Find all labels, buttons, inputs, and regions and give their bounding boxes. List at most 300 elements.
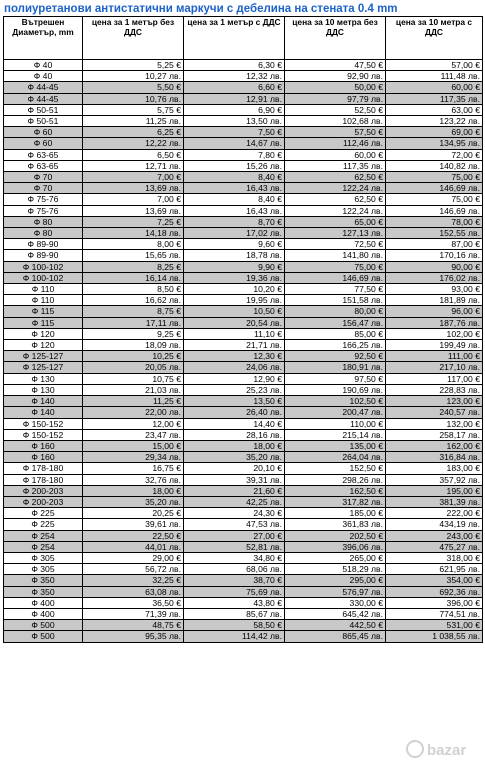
cell-price-10m-vat: 243,00 € [386,530,483,541]
cell-diameter: Ф 44-45 [4,93,83,104]
cell-price-1m-vat: 114,42 лв. [184,631,285,642]
cell-diameter: Ф 120 [4,328,83,339]
cell-price-10m-vat: 357,92 лв. [386,474,483,485]
cell-diameter: Ф 115 [4,317,83,328]
cell-price-1m-vat: 6,90 € [184,104,285,115]
cell-price-1m-vat: 34,80 € [184,552,285,563]
cell-price-10m-no-vat: 185,00 € [285,508,386,519]
cell-price-1m-no-vat: 20,05 лв. [83,362,184,373]
table-row [4,239,483,250]
cell-price-1m-no-vat: 8,50 € [83,284,184,295]
cell-price-1m-vat: 6,30 € [184,60,285,71]
cell-price-1m-vat: 13,50 лв. [184,116,285,127]
cell-price-10m-vat: 316,84 лв. [386,452,483,463]
cell-price-1m-vat: 18,78 лв. [184,250,285,261]
cell-price-10m-no-vat: 442,50 € [285,620,386,631]
cell-diameter: Ф 89-90 [4,239,83,250]
cell-price-1m-no-vat: 21,03 лв. [83,384,184,395]
cell-price-1m-no-vat: 48,75 € [83,620,184,631]
cell-diameter: Ф 75-76 [4,205,83,216]
table-row [4,295,483,306]
cell-price-10m-no-vat: 122,24 лв. [285,183,386,194]
cell-price-10m-vat: 75,00 € [386,194,483,205]
cell-diameter: Ф 40 [4,71,83,82]
cell-price-10m-vat: 123,22 лв. [386,116,483,127]
cell-price-10m-vat: 774,51 лв. [386,608,483,619]
cell-price-1m-no-vat: 12,00 € [83,418,184,429]
cell-price-10m-no-vat: 330,00 € [285,597,386,608]
cell-price-10m-vat: 195,00 € [386,485,483,496]
cell-price-1m-vat: 8,70 € [184,216,285,227]
cell-price-1m-vat: 39,31 лв. [184,474,285,485]
table-row [4,519,483,530]
cell-price-10m-no-vat: 110,00 € [285,418,386,429]
cell-diameter: Ф 305 [4,552,83,563]
cell-price-10m-no-vat: 62,50 € [285,172,386,183]
cell-diameter: Ф 125-127 [4,351,83,362]
cell-price-1m-vat: 35,20 лв. [184,452,285,463]
cell-price-10m-vat: 111,00 € [386,351,483,362]
cell-price-10m-no-vat: 645,42 лв. [285,608,386,619]
cell-diameter: Ф 225 [4,519,83,530]
table-row [4,552,483,563]
cell-price-10m-vat: 75,00 € [386,172,483,183]
cell-price-10m-no-vat: 47,50 € [285,60,386,71]
table-row [4,328,483,339]
cell-price-10m-no-vat: 151,58 лв. [285,295,386,306]
cell-diameter: Ф 44-45 [4,82,83,93]
cell-price-1m-vat: 43,80 € [184,597,285,608]
table-row [4,620,483,631]
cell-diameter: Ф 400 [4,608,83,619]
cell-price-10m-no-vat: 117,35 лв. [285,160,386,171]
cell-price-1m-no-vat: 32,25 € [83,575,184,586]
cell-price-10m-vat: 1 038,55 лв. [386,631,483,642]
cell-price-10m-no-vat: 162,50 € [285,485,386,496]
cell-price-1m-no-vat: 15,65 лв. [83,250,184,261]
cell-price-1m-vat: 12,30 € [184,351,285,362]
cell-price-1m-no-vat: 8,00 € [83,239,184,250]
cell-price-10m-vat: 146,69 лв. [386,205,483,216]
cell-diameter: Ф 140 [4,407,83,418]
table-row [4,429,483,440]
cell-price-10m-vat: 318,00 € [386,552,483,563]
cell-price-1m-no-vat: 8,25 € [83,261,184,272]
cell-price-1m-vat: 52,81 лв. [184,541,285,552]
cell-price-1m-no-vat: 7,00 € [83,172,184,183]
cell-price-1m-no-vat: 14,18 лв. [83,228,184,239]
cell-price-1m-vat: 9,90 € [184,261,285,272]
cell-price-1m-no-vat: 13,69 лв. [83,205,184,216]
cell-price-10m-no-vat: 166,25 лв. [285,340,386,351]
cell-diameter: Ф 200-203 [4,496,83,507]
cell-diameter: Ф 254 [4,541,83,552]
cell-price-1m-vat: 68,06 лв. [184,564,285,575]
cell-price-1m-no-vat: 10,76 лв. [83,93,184,104]
table-row [4,104,483,115]
cell-diameter: Ф 178-180 [4,474,83,485]
cell-price-10m-no-vat: 62,50 € [285,194,386,205]
cell-diameter: Ф 70 [4,183,83,194]
cell-diameter: Ф 150-152 [4,418,83,429]
cell-price-1m-no-vat: 16,62 лв. [83,295,184,306]
cell-price-10m-no-vat: 57,50 € [285,127,386,138]
cell-price-10m-vat: 176,02 лв. [386,272,483,283]
table-row [4,564,483,575]
cell-diameter: Ф 120 [4,340,83,351]
table-row [4,530,483,541]
table-row [4,216,483,227]
cell-price-10m-no-vat: 202,50 € [285,530,386,541]
table-row [4,407,483,418]
cell-price-10m-vat: 222,00 € [386,508,483,519]
table-row [4,71,483,82]
cell-price-10m-vat: 228,83 лв. [386,384,483,395]
cell-price-1m-no-vat: 29,00 € [83,552,184,563]
cell-price-10m-vat: 87,00 € [386,239,483,250]
cell-price-10m-no-vat: 141,80 лв. [285,250,386,261]
cell-price-1m-vat: 15,26 лв. [184,160,285,171]
cell-price-1m-vat: 13,50 € [184,396,285,407]
cell-price-1m-no-vat: 5,75 € [83,104,184,115]
cell-price-10m-vat: 123,00 € [386,396,483,407]
cell-price-1m-no-vat: 63,08 лв. [83,586,184,597]
cell-price-1m-no-vat: 12,22 лв. [83,138,184,149]
table-header-row [4,17,483,60]
cell-price-10m-vat: 381,39 лв. [386,496,483,507]
cell-price-1m-vat: 10,50 € [184,306,285,317]
cell-diameter: Ф 110 [4,284,83,295]
cell-price-10m-no-vat: 75,00 € [285,261,386,272]
cell-price-1m-vat: 6,60 € [184,82,285,93]
cell-price-1m-vat: 26,40 лв. [184,407,285,418]
cell-price-10m-no-vat: 156,47 лв. [285,317,386,328]
cell-diameter: Ф 200-203 [4,485,83,496]
table-row [4,463,483,474]
cell-price-10m-no-vat: 265,00 € [285,552,386,563]
cell-price-10m-no-vat: 200,47 лв. [285,407,386,418]
cell-price-1m-vat: 14,40 € [184,418,285,429]
cell-price-10m-no-vat: 396,06 лв. [285,541,386,552]
cell-price-10m-no-vat: 361,83 лв. [285,519,386,530]
cell-price-10m-no-vat: 146,69 лв. [285,272,386,283]
cell-price-1m-no-vat: 10,27 лв. [83,71,184,82]
cell-price-10m-vat: 152,55 лв. [386,228,483,239]
table-row [4,82,483,93]
table-row [4,93,483,104]
cell-price-10m-vat: 69,00 € [386,127,483,138]
cell-diameter: Ф 130 [4,373,83,384]
cell-price-1m-vat: 28,16 лв. [184,429,285,440]
header-diameter: Вътрешен Диаметър, mm [4,17,83,60]
cell-price-10m-vat: 181,89 лв. [386,295,483,306]
cell-price-1m-no-vat: 20,25 € [83,508,184,519]
cell-diameter: Ф 80 [4,228,83,239]
table-row [4,362,483,373]
table-row [4,384,483,395]
cell-price-10m-vat: 78,00 € [386,216,483,227]
cell-price-1m-vat: 24,06 лв. [184,362,285,373]
table-row [4,396,483,407]
cell-price-1m-no-vat: 18,00 € [83,485,184,496]
cell-price-10m-no-vat: 135,00 € [285,440,386,451]
table-row [4,474,483,485]
cell-price-10m-no-vat: 576,97 лв. [285,586,386,597]
cell-price-10m-no-vat: 77,50 € [285,284,386,295]
table-row [4,485,483,496]
cell-price-10m-no-vat: 72,50 € [285,239,386,250]
cell-price-1m-vat: 21,60 € [184,485,285,496]
cell-price-1m-vat: 7,50 € [184,127,285,138]
cell-price-10m-vat: 146,69 лв. [386,183,483,194]
cell-price-10m-vat: 170,16 лв. [386,250,483,261]
cell-price-1m-vat: 12,32 лв. [184,71,285,82]
cell-price-1m-vat: 16,43 лв. [184,183,285,194]
cell-price-1m-no-vat: 9,25 € [83,328,184,339]
cell-diameter: Ф 350 [4,575,83,586]
cell-diameter: Ф 50-51 [4,116,83,127]
cell-price-1m-vat: 12,90 € [184,373,285,384]
cell-diameter: Ф 140 [4,396,83,407]
cell-price-1m-no-vat: 35,20 лв. [83,496,184,507]
cell-diameter: Ф 130 [4,384,83,395]
cell-price-10m-vat: 102,00 € [386,328,483,339]
cell-price-1m-no-vat: 95,35 лв. [83,631,184,642]
table-row [4,272,483,283]
cell-diameter: Ф 60 [4,138,83,149]
cell-price-10m-vat: 162,00 € [386,440,483,451]
svg-text:bazar: bazar [427,742,467,759]
cell-price-10m-vat: 531,00 € [386,620,483,631]
cell-diameter: Ф 400 [4,597,83,608]
cell-price-10m-vat: 692,36 лв. [386,586,483,597]
cell-price-10m-vat: 93,00 € [386,284,483,295]
cell-price-10m-vat: 117,35 лв. [386,93,483,104]
cell-price-10m-vat: 187,76 лв. [386,317,483,328]
cell-diameter: Ф 254 [4,530,83,541]
cell-price-10m-no-vat: 112,46 лв. [285,138,386,149]
cell-price-10m-no-vat: 80,00 € [285,306,386,317]
cell-price-1m-vat: 85,67 лв. [184,608,285,619]
cell-price-1m-vat: 58,50 € [184,620,285,631]
table-row [4,183,483,194]
cell-price-10m-no-vat: 518,29 лв. [285,564,386,575]
watermark-logo [405,732,483,766]
cell-price-1m-no-vat: 10,25 € [83,351,184,362]
table-row [4,373,483,384]
cell-price-1m-no-vat: 44,01 лв. [83,541,184,552]
cell-price-10m-no-vat: 102,68 лв. [285,116,386,127]
cell-diameter: Ф 500 [4,631,83,642]
cell-price-1m-no-vat: 6,50 € [83,149,184,160]
cell-price-10m-vat: 217,10 лв. [386,362,483,373]
cell-price-10m-no-vat: 215,14 лв. [285,429,386,440]
cell-price-10m-vat: 396,00 € [386,597,483,608]
cell-price-1m-no-vat: 32,76 лв. [83,474,184,485]
table-row [4,116,483,127]
table-row [4,575,483,586]
table-row [4,284,483,295]
cell-price-10m-vat: 475,27 лв. [386,541,483,552]
cell-diameter: Ф 50-51 [4,104,83,115]
table-row [4,541,483,552]
cell-diameter: Ф 225 [4,508,83,519]
page-title: полиуретанови антистатични маркучи с дебелина на стената 0.4 mm [4,3,398,15]
cell-diameter: Ф 75-76 [4,194,83,205]
cell-price-10m-vat: 621,95 лв. [386,564,483,575]
cell-price-10m-no-vat: 97,79 лв. [285,93,386,104]
cell-price-1m-no-vat: 17,11 лв. [83,317,184,328]
cell-price-1m-vat: 14,67 лв. [184,138,285,149]
cell-price-1m-no-vat: 7,00 € [83,194,184,205]
table-row [4,586,483,597]
cell-price-10m-vat: 111,48 лв. [386,71,483,82]
table-row [4,127,483,138]
cell-diameter: Ф 63-65 [4,160,83,171]
cell-price-10m-vat: 134,95 лв. [386,138,483,149]
cell-price-10m-vat: 117,00 € [386,373,483,384]
cell-price-10m-no-vat: 85,00 € [285,328,386,339]
cell-price-10m-no-vat: 97,50 € [285,373,386,384]
table-row [4,172,483,183]
table-row [4,228,483,239]
cell-price-10m-vat: 72,00 € [386,149,483,160]
cell-price-1m-no-vat: 5,50 € [83,82,184,93]
cell-price-1m-no-vat: 71,39 лв. [83,608,184,619]
cell-price-10m-no-vat: 190,69 лв. [285,384,386,395]
cell-price-1m-no-vat: 36,50 € [83,597,184,608]
cell-price-1m-no-vat: 7,25 € [83,216,184,227]
cell-price-1m-vat: 27,00 € [184,530,285,541]
cell-diameter: Ф 110 [4,295,83,306]
cell-price-1m-vat: 19,95 лв. [184,295,285,306]
cell-price-1m-no-vat: 13,69 лв. [83,183,184,194]
cell-diameter: Ф 80 [4,216,83,227]
cell-diameter: Ф 100-102 [4,261,83,272]
table-row [4,138,483,149]
cell-price-10m-vat: 240,57 лв. [386,407,483,418]
cell-price-10m-no-vat: 65,00 € [285,216,386,227]
cell-price-1m-vat: 10,20 € [184,284,285,295]
price-table [3,16,483,643]
cell-price-10m-vat: 354,00 € [386,575,483,586]
cell-price-1m-no-vat: 11,25 € [83,396,184,407]
cell-price-1m-vat: 42,25 лв. [184,496,285,507]
cell-diameter: Ф 60 [4,127,83,138]
cell-price-1m-vat: 8,40 € [184,194,285,205]
cell-price-1m-vat: 17,02 лв. [184,228,285,239]
cell-price-1m-vat: 11,10 € [184,328,285,339]
table-row [4,508,483,519]
header-price-1m-vat: цена за 1 метър с ДДС [184,17,285,60]
cell-price-10m-no-vat: 127,13 лв. [285,228,386,239]
cell-price-10m-vat: 183,00 € [386,463,483,474]
cell-diameter: Ф 160 [4,452,83,463]
cell-diameter: Ф 89-90 [4,250,83,261]
table-row [4,496,483,507]
cell-price-1m-vat: 9,60 € [184,239,285,250]
cell-price-1m-vat: 75,69 лв. [184,586,285,597]
table-row [4,60,483,71]
header-price-10m-vat: цена за 10 метра с ДДС [386,17,483,60]
cell-diameter: Ф 115 [4,306,83,317]
table-row [4,452,483,463]
cell-diameter: Ф 40 [4,60,83,71]
cell-price-1m-vat: 16,43 лв. [184,205,285,216]
cell-diameter: Ф 70 [4,172,83,183]
header-price-10m-no-vat: цена за 10 метра без ДДС [285,17,386,60]
cell-price-10m-no-vat: 865,45 лв. [285,631,386,642]
cell-price-1m-no-vat: 23,47 лв. [83,429,184,440]
cell-price-10m-vat: 57,00 € [386,60,483,71]
cell-price-10m-vat: 90,00 € [386,261,483,272]
cell-price-10m-vat: 199,49 лв. [386,340,483,351]
cell-price-10m-no-vat: 295,00 € [285,575,386,586]
table-row [4,306,483,317]
cell-price-1m-vat: 19,36 лв. [184,272,285,283]
cell-price-10m-no-vat: 180,91 лв. [285,362,386,373]
cell-price-1m-no-vat: 16,75 € [83,463,184,474]
cell-price-10m-no-vat: 264,04 лв. [285,452,386,463]
cell-price-1m-vat: 18,00 € [184,440,285,451]
table-row [4,597,483,608]
table-row [4,608,483,619]
cell-diameter: Ф 125-127 [4,362,83,373]
cell-price-10m-vat: 63,00 € [386,104,483,115]
cell-price-10m-no-vat: 92,50 € [285,351,386,362]
cell-price-10m-no-vat: 52,50 € [285,104,386,115]
table-row [4,261,483,272]
table-row [4,149,483,160]
cell-price-1m-no-vat: 5,25 € [83,60,184,71]
cell-price-1m-no-vat: 18,09 лв. [83,340,184,351]
cell-price-10m-no-vat: 298,26 лв. [285,474,386,485]
cell-price-10m-vat: 60,00 € [386,82,483,93]
table-body [4,60,483,643]
cell-price-10m-no-vat: 60,00 € [285,149,386,160]
cell-price-1m-no-vat: 29,34 лв. [83,452,184,463]
cell-price-1m-vat: 25,23 лв. [184,384,285,395]
cell-price-10m-vat: 258,17 лв. [386,429,483,440]
cell-diameter: Ф 305 [4,564,83,575]
cell-price-1m-no-vat: 10,75 € [83,373,184,384]
cell-price-1m-vat: 47,53 лв. [184,519,285,530]
table-row [4,160,483,171]
cell-price-1m-vat: 8,40 € [184,172,285,183]
cell-price-1m-no-vat: 12,71 лв. [83,160,184,171]
cell-price-1m-vat: 20,54 лв. [184,317,285,328]
cell-price-10m-vat: 140,82 лв. [386,160,483,171]
cell-price-1m-vat: 21,71 лв. [184,340,285,351]
cell-price-1m-no-vat: 22,50 € [83,530,184,541]
cell-diameter: Ф 500 [4,620,83,631]
cell-price-10m-no-vat: 317,82 лв. [285,496,386,507]
table-row [4,351,483,362]
cell-price-1m-vat: 38,70 € [184,575,285,586]
cell-price-1m-no-vat: 8,75 € [83,306,184,317]
cell-price-10m-vat: 132,00 € [386,418,483,429]
cell-price-1m-no-vat: 22,00 лв. [83,407,184,418]
cell-price-1m-no-vat: 56,72 лв. [83,564,184,575]
table-row [4,194,483,205]
cell-price-1m-vat: 20,10 € [184,463,285,474]
cell-diameter: Ф 150-152 [4,429,83,440]
cell-price-10m-no-vat: 102,50 € [285,396,386,407]
cell-price-10m-no-vat: 122,24 лв. [285,205,386,216]
table-row [4,317,483,328]
table-row [4,418,483,429]
cell-diameter: Ф 63-65 [4,149,83,160]
